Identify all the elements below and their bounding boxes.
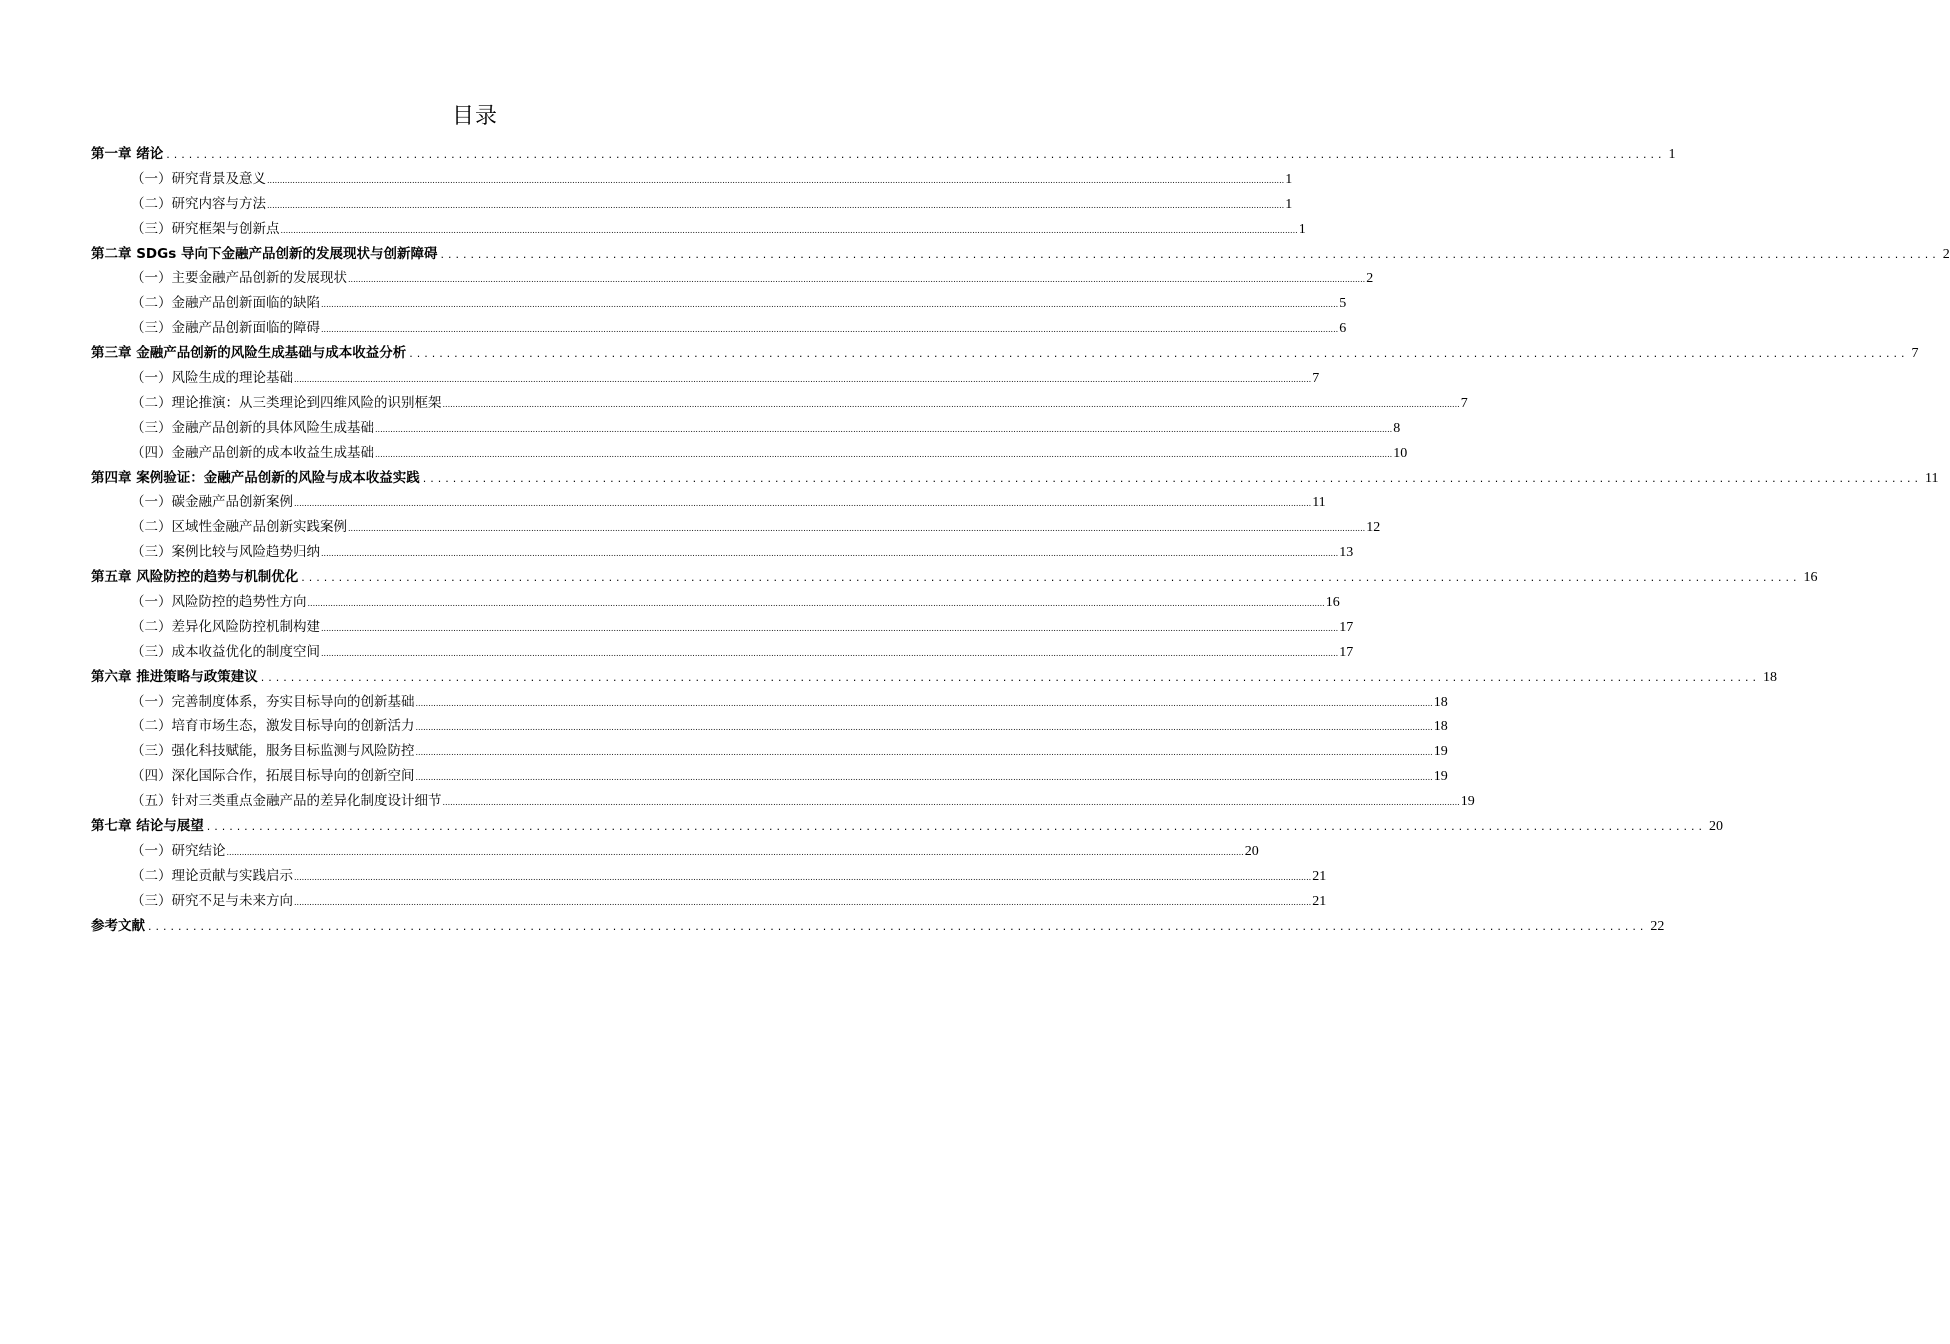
dot-leader: ................................................................................................................................................................................................................................................................................................................................................................................................................ — [321, 549, 1339, 559]
toc-page-number: 16 — [1325, 595, 1340, 611]
toc-section-entry[interactable] — [91, 590, 1340, 615]
toc-section-entry[interactable] — [91, 291, 1347, 316]
toc-entry-title: （三）金融产品创新的具体风险生成基础 — [131, 419, 374, 436]
toc-chapter-entry[interactable] — [91, 814, 1724, 839]
toc-section-entry[interactable] — [91, 316, 1347, 341]
toc-page-number: 21 — [1312, 893, 1327, 909]
toc-section-entry[interactable] — [91, 217, 1306, 242]
toc-entry-title: （五）针对三类重点金融产品的差异化制度设计细节 — [131, 793, 442, 810]
toc-section-entry[interactable] — [91, 192, 1293, 217]
dot-leader: ........................................................................................................................................................................................................ — [422, 471, 1923, 485]
toc-chapter-entry[interactable] — [91, 565, 1818, 590]
toc-page-number: 7 — [1911, 346, 1919, 362]
toc-entry-title: （一）风险防控的趋势性方向 — [131, 594, 307, 611]
toc-page-number: 16 — [1803, 570, 1818, 586]
toc-section-entry[interactable] — [91, 266, 1374, 291]
dot-leader: ................................................................................................................................................................................................................................................................................................................................................................................................................ — [415, 698, 1433, 708]
toc-page-number: 1 — [1285, 171, 1293, 187]
toc-page-number: 1 — [1285, 196, 1293, 212]
toc-page-number: 18 — [1763, 669, 1778, 685]
dot-leader: ................................................................................................................................................................................................................................................................................................................................................................................................................ — [267, 200, 1285, 210]
toc-section-entry[interactable] — [91, 515, 1381, 540]
toc-page-number: 2 — [1942, 246, 1950, 262]
dot-leader: ................................................................................................................................................................................................................................................................................................................................................................................................................ — [415, 748, 1433, 758]
toc-page-number: 5 — [1339, 296, 1347, 312]
toc-page-number: 13 — [1339, 545, 1354, 561]
toc-chapter-entry[interactable] — [91, 466, 1939, 491]
dot-leader: ........................................................................................................................................................................................................ — [409, 347, 1909, 361]
toc-section-entry[interactable] — [91, 366, 1320, 391]
toc-entry-title: （三）强化科技赋能，服务目标监测与风险防控 — [131, 743, 415, 760]
dot-leader: ................................................................................................................................................................................................................................................................................................................................................................................................................ — [415, 773, 1433, 783]
dot-leader: ........................................................................................................................................................................................................ — [166, 148, 1666, 161]
toc-section-entry[interactable] — [91, 739, 1448, 764]
toc-page-number: 19 — [1433, 769, 1448, 785]
dot-leader: ................................................................................................................................................................................................................................................................................................................................................................................................................ — [375, 424, 1393, 434]
dot-leader: ................................................................................................................................................................................................................................................................................................................................................................................................................ — [226, 847, 1244, 857]
toc-section-entry[interactable] — [91, 764, 1448, 789]
dot-leader: ........................................................................................................................................................................................................ — [206, 820, 1707, 834]
toc-entry-title: （三）成本收益优化的制度空间 — [131, 643, 320, 660]
toc-chapter-entry[interactable] — [91, 142, 1676, 167]
dot-leader: ........................................................................................................................................................................................................ — [260, 670, 1761, 684]
toc-entry-title: （四）深化国际合作，拓展目标导向的创新空间 — [131, 768, 415, 785]
toc-page-number: 22 — [1650, 918, 1665, 934]
dot-leader: ................................................................................................................................................................................................................................................................................................................................................................................................................ — [442, 798, 1460, 808]
toc-page-number: 7 — [1460, 395, 1468, 411]
toc-section-entry[interactable] — [91, 490, 1326, 515]
dot-leader: ........................................................................................................................................................................................................ — [148, 919, 1648, 933]
toc-entry-title: （二）区域性金融产品创新实践案例 — [131, 519, 347, 536]
dot-leader: ................................................................................................................................................................................................................................................................................................................................................................................................................ — [375, 449, 1393, 459]
toc-entry-title: （一）完善制度体系，夯实目标导向的创新基础 — [131, 693, 415, 710]
toc-entry-title: （一）风险生成的理论基础 — [131, 370, 293, 387]
toc-entry-title: （一）研究结论 — [131, 842, 226, 859]
dot-leader: ................................................................................................................................................................................................................................................................................................................................................................................................................ — [348, 275, 1366, 285]
toc-entry-title: 参考文献 — [91, 917, 145, 934]
toc-page-number: 2 — [1366, 271, 1374, 287]
toc-entry-title: 第三章 金融产品创新的风险生成基础与成本收益分析 — [91, 345, 407, 362]
toc-section-entry[interactable] — [91, 416, 1401, 441]
toc-section-entry[interactable] — [91, 615, 1354, 640]
toc-entry-title: （三）案例比较与风险趋势归纳 — [131, 544, 320, 561]
toc-section-entry[interactable] — [91, 889, 1327, 914]
toc-page-number: 21 — [1312, 868, 1327, 884]
toc-page-number: 20 — [1244, 843, 1259, 859]
toc-page-number: 19 — [1433, 744, 1448, 760]
dot-leader: ................................................................................................................................................................................................................................................................................................................................................................................................................ — [294, 897, 1312, 907]
toc-section-entry[interactable] — [91, 441, 1408, 466]
dot-leader: ................................................................................................................................................................................................................................................................................................................................................................................................................ — [321, 300, 1339, 310]
toc-page-number: 6 — [1339, 321, 1347, 337]
toc-section-entry[interactable] — [91, 640, 1354, 665]
toc-entry-title: （二）理论贡献与实践启示 — [131, 867, 293, 884]
dot-leader: ................................................................................................................................................................................................................................................................................................................................................................................................................ — [294, 872, 1312, 882]
toc-chapter-entry[interactable] — [91, 341, 1919, 366]
page-title: 目录 — [451, 104, 498, 129]
dot-leader: ................................................................................................................................................................................................................................................................................................................................................................................................................ — [294, 375, 1312, 385]
toc-entry-title: 第二章 SDGs 导向下金融产品创新的发展现状与创新障碍 — [91, 245, 438, 262]
dot-leader: ................................................................................................................................................................................................................................................................................................................................................................................................................ — [321, 325, 1339, 335]
dot-leader: ........................................................................................................................................................................................................ — [440, 247, 1940, 261]
dot-leader: ................................................................................................................................................................................................................................................................................................................................................................................................................ — [294, 499, 1312, 509]
toc-section-entry[interactable] — [91, 391, 1468, 416]
toc-page-number: 20 — [1709, 819, 1724, 835]
toc-entry-title: （三）研究框架与创新点 — [131, 220, 280, 237]
toc-chapter-entry[interactable] — [91, 242, 1950, 267]
toc-entry-title: （一）主要金融产品创新的发展现状 — [131, 270, 347, 287]
toc-entry-title: （二）培育市场生态，激发目标导向的创新活力 — [131, 718, 415, 735]
toc-page-number: 7 — [1312, 371, 1320, 387]
toc-entry-title: （二）金融产品创新面临的缺陷 — [131, 295, 320, 312]
dot-leader: ................................................................................................................................................................................................................................................................................................................................................................................................................ — [307, 599, 1325, 609]
toc-page-number: 11 — [1925, 470, 1939, 486]
toc-section-entry[interactable] — [91, 864, 1327, 889]
toc-entry-title: （一）研究背景及意义 — [131, 170, 266, 187]
toc-entry-title: （二）差异化风险防控机制构建 — [131, 618, 320, 635]
toc-section-entry[interactable] — [91, 540, 1354, 565]
dot-leader: ................................................................................................................................................................................................................................................................................................................................................................................................................ — [267, 175, 1285, 185]
toc-section-entry[interactable] — [91, 714, 1448, 739]
dot-leader: ................................................................................................................................................................................................................................................................................................................................................................................................................ — [442, 399, 1460, 409]
toc-entry-title: （二）研究内容与方法 — [131, 195, 266, 212]
toc-chapter-entry[interactable] — [91, 914, 1665, 939]
dot-leader: ................................................................................................................................................................................................................................................................................................................................................................................................................ — [321, 623, 1339, 633]
toc-page-number: 12 — [1366, 520, 1381, 536]
toc-entry-title: 第一章 绪论 — [91, 146, 164, 162]
toc-entry-title: 第四章 案例验证：金融产品创新的风险与成本收益实践 — [91, 469, 420, 486]
toc-page-number: 10 — [1393, 445, 1408, 461]
toc-page-number: 8 — [1393, 420, 1401, 436]
toc-entry-title: 第五章 风险防控的趋势与机制优化 — [91, 569, 299, 586]
toc-entry-title: 第六章 推进策略与政策建议 — [91, 668, 258, 685]
dot-leader: ................................................................................................................................................................................................................................................................................................................................................................................................................ — [321, 648, 1339, 658]
table-of-contents — [91, 142, 1950, 939]
toc-entry-title: 第七章 结论与展望 — [91, 818, 204, 835]
dot-leader: ................................................................................................................................................................................................................................................................................................................................................................................................................ — [415, 723, 1433, 733]
toc-page-number: 18 — [1433, 694, 1448, 710]
toc-page-number: 17 — [1339, 644, 1354, 660]
toc-entry-title: （三）金融产品创新面临的障碍 — [131, 320, 320, 337]
dot-leader: ........................................................................................................................................................................................................ — [301, 571, 1801, 585]
toc-entry-title: （四）金融产品创新的成本收益生成基础 — [131, 444, 374, 461]
toc-page-number: 11 — [1312, 495, 1326, 511]
toc-section-entry[interactable] — [91, 789, 1475, 814]
toc-page-number: 18 — [1433, 719, 1448, 735]
dot-leader: ................................................................................................................................................................................................................................................................................................................................................................................................................ — [280, 225, 1298, 235]
toc-section-entry[interactable] — [91, 690, 1448, 715]
toc-page-number: 19 — [1460, 794, 1475, 810]
toc-section-entry[interactable] — [91, 167, 1293, 192]
toc-page-number: 1 — [1298, 221, 1306, 237]
toc-page-number: 17 — [1339, 619, 1354, 635]
toc-entry-title: （二）理论推演：从三类理论到四维风险的识别框架 — [131, 394, 442, 411]
toc-section-entry[interactable] — [91, 839, 1259, 864]
toc-entry-title: （三）研究不足与未来方向 — [131, 892, 293, 909]
toc-entry-title: （一）碳金融产品创新案例 — [131, 494, 293, 511]
toc-page-number: 1 — [1668, 147, 1676, 162]
toc-chapter-entry[interactable] — [91, 665, 1778, 690]
dot-leader: ................................................................................................................................................................................................................................................................................................................................................................................................................ — [348, 524, 1366, 534]
